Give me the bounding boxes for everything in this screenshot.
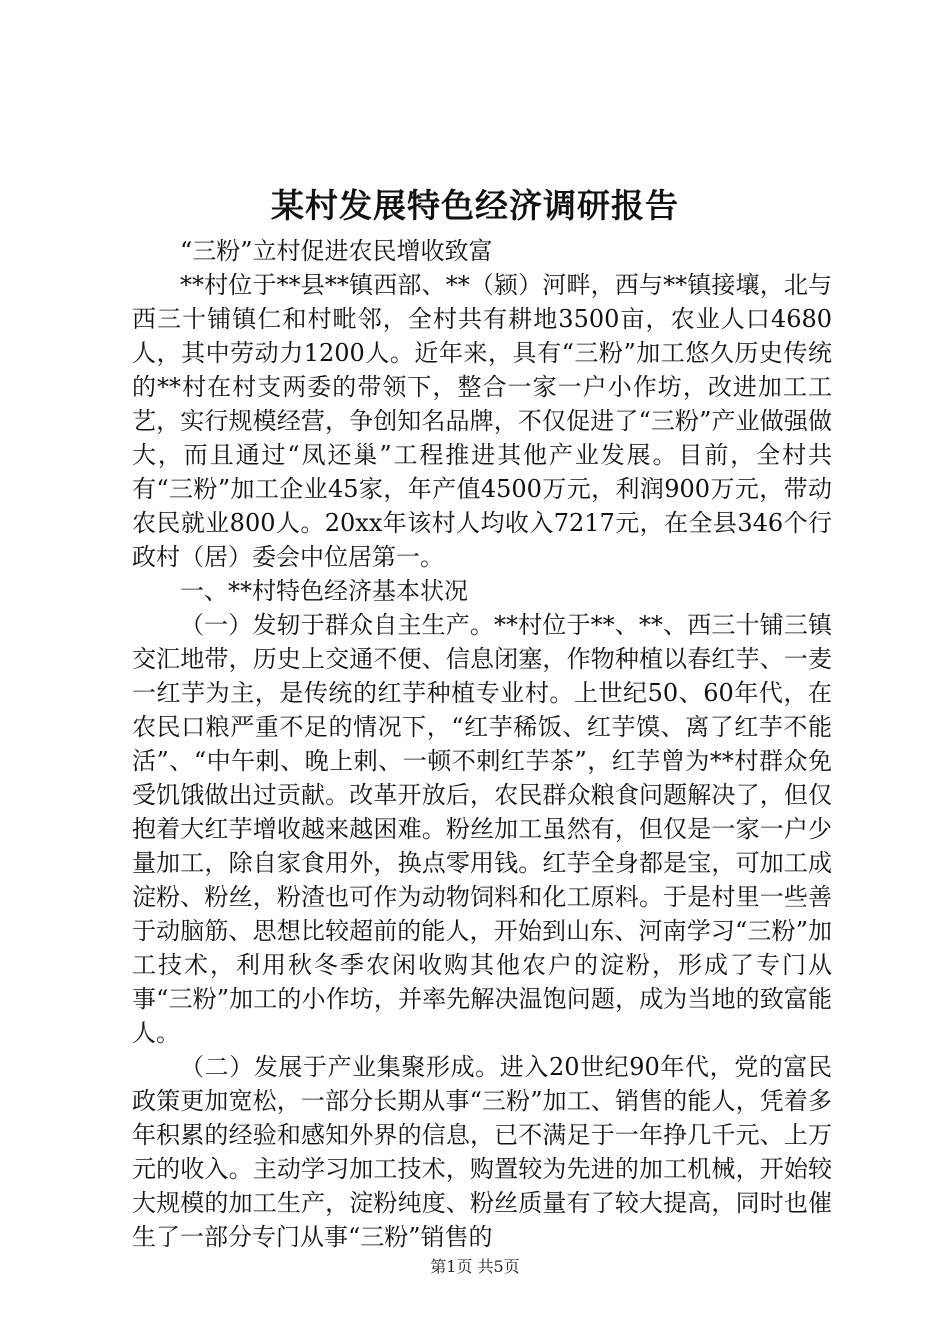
document-subtitle: “三粉”立村促进农民增收致富: [180, 237, 493, 265]
document-title: 某村发展特色经济调研报告: [271, 186, 679, 225]
paragraph: **村位于**县**镇西部、**（颍）河畔，西与**镇接壤，北与西三十铺镇仁和村毗邻，全村共有耕地3500亩，农业人口4680人，其中劳动力1200人。近年来，具有“三粉”加工悠久历史传统的**村在村支两委的带领下，整合一家一户小作坊，改进加工工艺，实行规模经营，争创知名品牌，不仅促进了“三粉”产业做强做大，而且通过“凤还巢”工程推进其他产业发展。目前，全村共有“三粉”加工企业45家，年产值4500万元，利润900万元，带动农民就业800人。20xx年该村人均收入7217元，在全县346个行政村（居）委会中位居第一。: [132, 271, 832, 571]
document-body: [132, 234, 832, 1254]
paragraph: （一）发轫于群众自主生产。**村位于**、**、西三十铺三镇交汇地带，历史上交通不便、信息闭塞，作物种植以春红芋、一麦一红芋为主，是传统的红芋种植专业村。上世纪50、60年代，在农民口粮严重不足的情况下，“红芋稀饭、红芋馍、离了红芋不能活”、“中午剌、晚上剌、一顿不剌红芋茶”，红芋曾为**村群众免受饥饿做出过贡献。改革开放后，农民群众粮食问题解决了，但仅抱着大红芋增收越来越困难。粉丝加工虽然有，但仅是一家一户少量加工，除自家食用外，换点零用钱。红芋全身都是宝，可加工成淀粉、粉丝，粉渣也可作为动物饲料和化工原料。于是村里一些善于动脑筋、思想比较超前的能人，开始到山东、河南学习“三粉”加工技术，利用秋冬季农闲收购其他农户的淀粉，形成了专门从事“三粉”加工的小作坊，并率先解决温饱问题，成为当地的致富能人。: [132, 611, 832, 1047]
section-heading: 一、**村特色经济基本状况: [180, 577, 468, 605]
page-number: 第1页 共5页: [430, 1257, 520, 1276]
paragraph: （二）发展于产业集聚形成。进入20世纪90年代，党的富民政策更加宽松，一部分长期从事“三粉”加工、销售的能人，凭着多年积累的经验和感知外界的信息，已不满足于一年挣几千元、上万元的收入。主动学习加工技术，购置较为先进的加工机械，开始较大规模的加工生产，淀粉纯度、粉丝质量有了较大提高，同时也催生了一部分专门从事“三粉”销售的: [132, 1053, 832, 1251]
